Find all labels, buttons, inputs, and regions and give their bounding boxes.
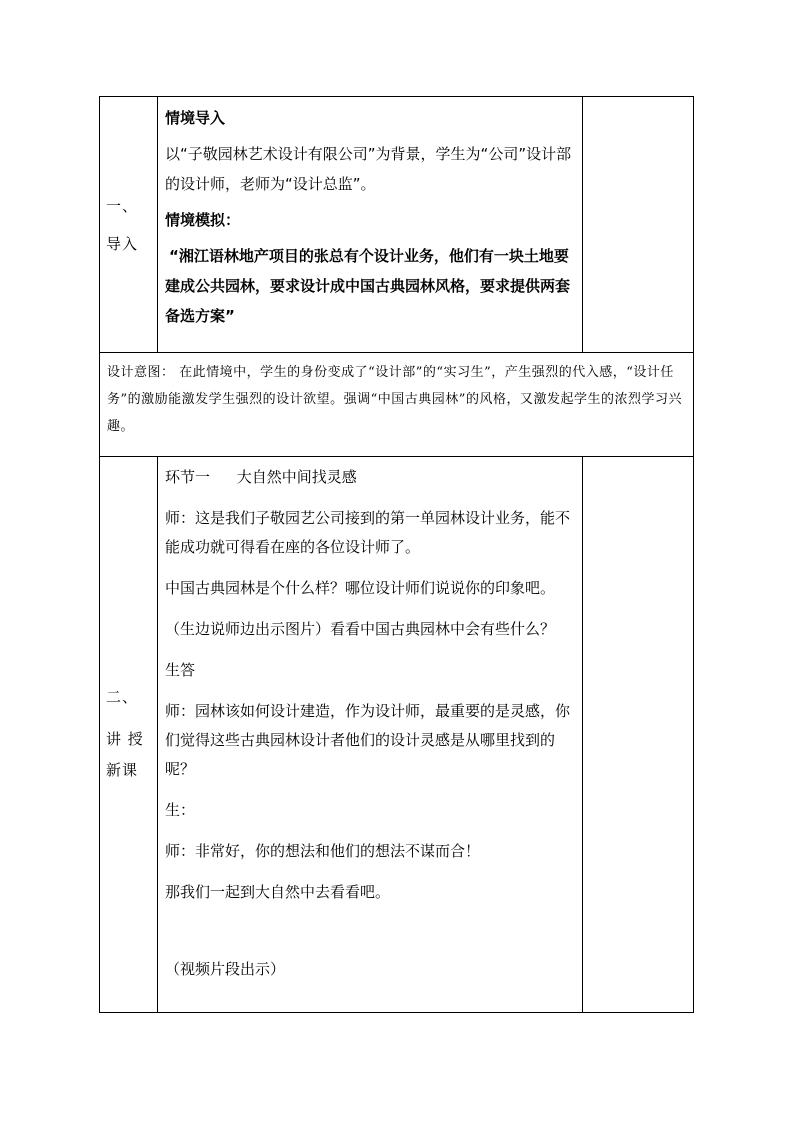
step-name-line2: 新课 [106,761,139,779]
step-label-cell [100,97,158,353]
lesson-plan-table [99,96,694,1013]
client-request-quote: “湘江语林地产项目的张总有个设计业务，他们有一块土地要建成公共园林，要求设计成中国古典园林风格，要求提供两套备选方案” [165,247,571,325]
content-cell [158,97,583,353]
row-design-intent [100,353,694,457]
step-name: 讲 授 [106,730,144,748]
step-name: 导入 [106,235,139,253]
dialogue-paragraph: 师：非常好，你的想法和他们的想法不谋而合！ [165,842,481,860]
section-title: 大自然中间找灵感 [236,468,357,486]
step-number: 二、 [106,688,139,706]
row-introduction [100,97,694,353]
video-note: （视频片段出示） [165,960,286,978]
dialogue-paragraph: 生： [165,801,196,819]
simulation-heading: 情境模拟： [165,211,241,229]
notes-cell [583,97,694,353]
notes-cell [583,457,694,1013]
section-label: 环节一 [165,468,211,486]
dialogue-paragraph: （生边说师边出示图片）看看中国古典园林中会有些什么？ [165,620,556,638]
dialogue-paragraph: 中国古典园林是个什么样？哪位设计师们说说你的印象吧。 [165,579,556,597]
section-heading [165,463,578,492]
dialogue-paragraph: 师：这是我们子敬园艺公司接到的第一单园林设计业务，能不能成功就可得看在座的各位设计师了。 [165,509,571,556]
row-new-lesson [100,457,694,1013]
scenario-heading: 情境导入 [165,109,226,127]
step-label-cell [100,457,158,1013]
dialogue-paragraph: 生答 [165,661,196,679]
dialogue-paragraph: 师：园林该如何设计建造，作为设计师，最重要的是灵感，你们觉得这些古典园林设计者他们的设计灵感是从哪里找到的呢？ [165,702,571,778]
design-intent-cell [100,353,694,457]
content-cell [158,457,583,1013]
dialogue-paragraph: 那我们一起到大自然中去看看吧。 [165,883,391,901]
scenario-intro: 以“子敬园林艺术设计有限公司”为背景，学生为“公司”设计部的设计师，老师为“设计总监”。 [165,145,572,193]
step-number: 一、 [106,197,139,215]
design-intent-text: 设计意图： 在此情境中，学生的身份变成了“设计部”的“实习生”，产生强烈的代入感，“设计任务”的激励能激发学生强烈的设计欲望。强调“中国古典园林”的风格，又激发起学生的浓烈学习兴趣。 [107,365,682,434]
